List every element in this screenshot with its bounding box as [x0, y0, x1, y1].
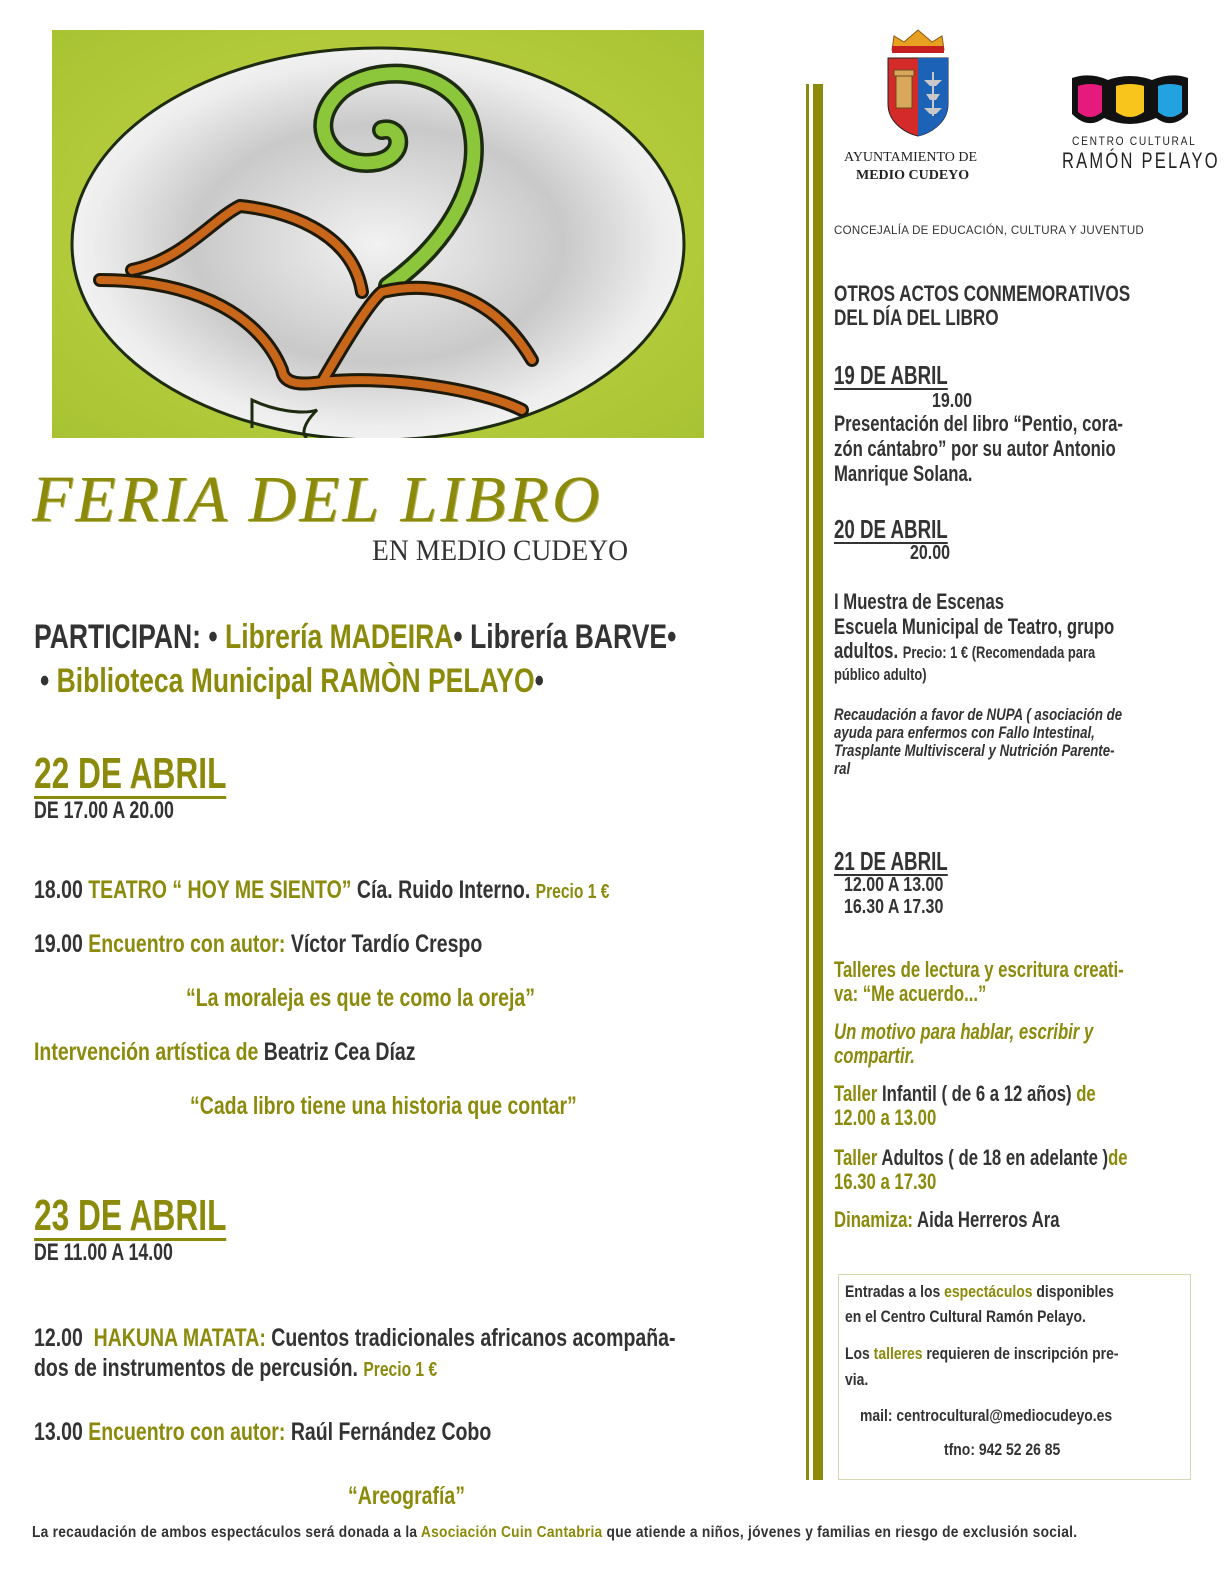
participant-madeira: Librería MADEIRA	[225, 618, 454, 656]
bullet: •	[40, 662, 50, 700]
centro-cultural-label: CENTRO CULTURAL	[1072, 134, 1197, 148]
footer-donation-note	[32, 1524, 1077, 1542]
taller-de: de	[1076, 1081, 1096, 1106]
event-author: Víctor Tardío Crespo	[290, 930, 483, 958]
bullet: •	[534, 662, 544, 700]
day20-note-2: ayuda para enfermos con Fallo Intestinal,	[834, 723, 1095, 742]
event-title: Encuentro con autor:	[88, 930, 286, 958]
feria-logo-image	[52, 30, 704, 438]
book-quote-moraleja: “La moraleja es que te como la oreja”	[186, 984, 535, 1012]
column-divider-thin	[806, 84, 809, 1480]
participant-biblioteca: Biblioteca Municipal RAMÒN PELAYO	[56, 662, 535, 700]
time-20-april: 20.00	[910, 542, 951, 564]
taller-label: Taller	[834, 1081, 878, 1106]
time-21-april-2: 16.30 A 17.30	[844, 896, 944, 918]
concejalia-label: CONCEJALÍA DE EDUCACIÓN, CULTURA Y JUVENTUD	[834, 225, 1145, 237]
bullet: •	[453, 618, 463, 656]
workshop-title-1: Talleres de lectura y escritura creati-	[834, 957, 1124, 982]
event-author: Raúl Fernández Cobo	[290, 1418, 492, 1446]
taller-adultos-desc: Adultos ( de 18 en adelante )	[881, 1145, 1109, 1170]
workshop-title-2: va: “Me acuerdo...”	[834, 981, 987, 1006]
workshop-tagline-1: Un motivo para hablar, escribir y	[834, 1019, 1094, 1044]
taller-adultos-time: 16.30 a 17.30	[834, 1169, 937, 1194]
event-encuentro-victor	[34, 930, 482, 959]
contact-email[interactable]: mail: centrocultural@mediocudeyo.es	[860, 1406, 1113, 1425]
centro-cultural-name: RAMÓN PELAYO	[1062, 148, 1220, 173]
event-encuentro-raul	[34, 1418, 491, 1447]
event-company: Cía. Ruido Interno.	[356, 876, 531, 904]
info-highlight: talleres	[873, 1344, 923, 1363]
day19-text-3: Manrique Solana.	[834, 461, 973, 486]
event-hakuna-matata	[34, 1324, 675, 1353]
time-21-april-1: 12.00 A 13.00	[844, 874, 944, 896]
event-title: FERIA DEL LIBRO	[32, 463, 603, 536]
event-subtitle: EN MEDIO CUDEYO	[372, 534, 629, 567]
bullet: •	[208, 618, 218, 656]
day19-text-2: zón cántabro” por su autor Antonio	[834, 436, 1116, 461]
date-22-april: 22 DE ABRIL	[34, 749, 227, 798]
day20-price: Precio: 1 € (Recomendada para	[902, 643, 1096, 662]
day20-text-3	[834, 639, 1095, 665]
day19-text-1: Presentación del libro “Pentio, cora-	[834, 411, 1123, 436]
participants-line-2	[40, 662, 544, 701]
day20-note-1: Recaudación a favor de NUPA ( asociación de	[834, 705, 1123, 724]
ayuntamiento-label: AYUNTAMIENTO DE	[844, 150, 978, 165]
workshop-tagline-2: compartir.	[834, 1043, 915, 1068]
event-title: Encuentro con autor:	[88, 1418, 286, 1446]
date-21-april: 21 DE ABRIL	[834, 846, 948, 876]
sidebar-heading-line-2: DEL DÍA DEL LIBRO	[834, 305, 999, 330]
day20-text-1: I Muestra de Escenas	[834, 589, 1005, 614]
contact-phone[interactable]: tfno: 942 52 26 85	[944, 1440, 1061, 1459]
event-time: 18.00	[34, 876, 83, 904]
taller-label: Taller	[834, 1145, 878, 1170]
taller-infantil	[834, 1082, 1096, 1106]
participants-line-1	[34, 618, 676, 657]
day20-text-2: Escuela Municipal de Teatro, grupo	[834, 614, 1115, 639]
date-23-range: DE 11.00 A 14.00	[34, 1239, 173, 1266]
footer-text: La recaudación de ambos espectáculos será donada a la	[32, 1524, 418, 1541]
day20-adultos: adultos.	[834, 638, 899, 663]
taller-adultos	[834, 1146, 1128, 1170]
quote-cada-libro: “Cada libro tiene una historia que contar”	[190, 1092, 577, 1120]
event-hakuna-matata-cont	[34, 1354, 437, 1383]
day20-note-3: Trasplante Multivisceral y Nutrición Parente-	[834, 741, 1115, 760]
date-20-april: 20 DE ABRIL	[834, 514, 948, 544]
sidebar-heading-line-1: OTROS ACTOS CONMEMORATIVOS	[834, 281, 1131, 306]
date-19-april: 19 DE ABRIL	[834, 360, 948, 390]
info-text: disponibles	[1036, 1282, 1114, 1301]
event-time: 13.00	[34, 1418, 83, 1446]
date-23-april: 23 DE ABRIL	[34, 1191, 227, 1240]
event-description: Cuentos tradicionales africanos acompaña-	[271, 1324, 676, 1352]
event-price: Precio 1 €	[535, 881, 610, 903]
event-description: dos de instrumentos de percusión.	[34, 1354, 358, 1382]
dinamiza-label: Dinamiza:	[834, 1207, 913, 1232]
info-talleres-2: via.	[845, 1370, 869, 1389]
time-19-april: 19.00	[932, 390, 973, 412]
footer-text: que atiende a niños, jóvenes y familias en riesgo de exclusión social.	[606, 1524, 1078, 1541]
info-text: Los	[845, 1344, 870, 1363]
ayuntamiento-name: MEDIO CUDEYO	[856, 168, 970, 183]
bullet: •	[667, 618, 677, 656]
footer-association: Asociación Cuin Cantabria	[420, 1524, 603, 1541]
event-teatro	[34, 876, 609, 905]
taller-de: de	[1108, 1145, 1128, 1170]
info-entradas-2: en el Centro Cultural Ramón Pelayo.	[845, 1307, 1086, 1326]
date-22-range: DE 17.00 A 20.00	[34, 797, 174, 824]
event-title: TEATRO “ HOY ME SIENTO”	[88, 876, 352, 904]
info-text: requieren de inscripción pre-	[926, 1344, 1119, 1363]
coat-of-arms-icon	[884, 26, 952, 138]
taller-infantil-time: 12.00 a 13.00	[834, 1105, 937, 1130]
event-time: 12.00	[34, 1324, 83, 1352]
event-title: Intervención artística de	[34, 1038, 259, 1066]
day20-text-4: público adulto)	[834, 665, 927, 684]
three-shields-logo-icon	[1068, 74, 1192, 130]
dinamiza-name: Aida Herreros Ara	[917, 1207, 1060, 1232]
event-time: 19.00	[34, 930, 83, 958]
book-with-sprout-logo-icon	[52, 30, 704, 438]
event-artist: Beatriz Cea Díaz	[263, 1038, 416, 1066]
column-divider-thick	[813, 84, 823, 1480]
info-highlight: espectáculos	[944, 1282, 1033, 1301]
dinamiza	[834, 1208, 1059, 1232]
event-price: Precio 1 €	[363, 1359, 438, 1381]
event-title: HAKUNA MATATA:	[93, 1324, 266, 1352]
book-quote-areografia: “Areografía”	[348, 1482, 466, 1510]
info-text: Entradas a los	[845, 1282, 941, 1301]
participants-label: PARTICIPAN:	[34, 618, 201, 656]
info-entradas-1	[845, 1282, 1114, 1302]
taller-infantil-desc: Infantil ( de 6 a 12 años)	[882, 1081, 1072, 1106]
event-intervencion	[34, 1038, 415, 1067]
info-talleres-1	[845, 1344, 1118, 1364]
day20-note-4: ral	[834, 759, 851, 778]
participant-barve: Librería BARVE	[470, 618, 668, 656]
